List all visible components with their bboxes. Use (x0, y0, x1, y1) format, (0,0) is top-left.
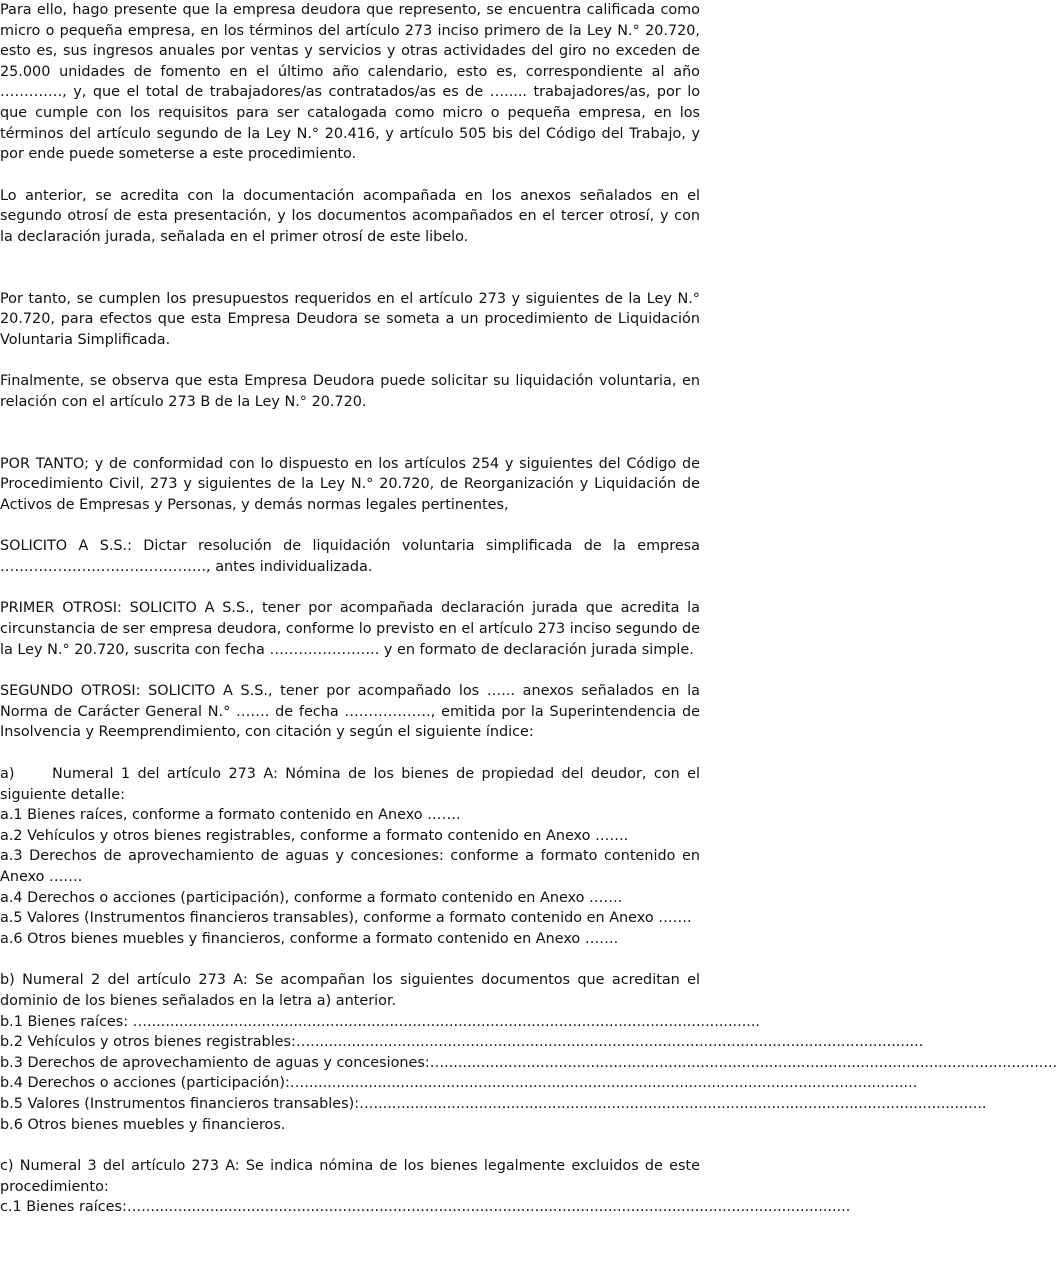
dot-leader: ...................................................................................................................................... (373, 1095, 987, 1112)
dot-leader: ...................................................................................................................................... (304, 1075, 918, 1092)
item-label: b.5 Valores (Instrumentos financieros transables):… (0, 1095, 374, 1112)
dot-leader: ...................................................................................................................................... (444, 1054, 1057, 1071)
list-item (0, 1094, 987, 1115)
paragraph-finalmente: Finalmente, se observa que esta Empresa Deudora puede solicitar su liquidación voluntaria, en relación con el artículo 273 B de la Ley N.° 20.720. (0, 373, 700, 410)
list-item: a.2 Vehículos y otros bienes registrables, conforme a formato contenido en Anexo ……. (0, 827, 629, 844)
list-item: a.6 Otros bienes muebles y financieros, conforme a formato contenido en Anexo ……. (0, 930, 619, 947)
section-a-marker: a) (0, 766, 15, 783)
list-item: a.4 Derechos o acciones (participación), conforme a formato contenido en Anexo ……. (0, 889, 623, 906)
section-a-text: Numeral 1 del artículo 273 A: Nómina de los bienes de propiedad del deudor, con el siguiente detalle: (0, 766, 700, 803)
item-label: b.2 Vehículos y otros bienes registrables:… (0, 1034, 311, 1051)
paragraph-presupuestos: Por tanto, se cumplen los presupuestos requeridos en el artículo 273 y siguientes de la Ley N.° 20.720, para efectos que esta Empresa Deudora se someta a un procedimiento de Liquidación Voluntaria Simplificada. (0, 290, 700, 348)
paragraph-segundo-otrosi: SEGUNDO OTROSI: SOLICITO A S.S., tener por acompañado los …... anexos señalados en la Norma de Carácter General N.° ……. de fecha ………………, emitida por la Superintendencia de Insolvencia y Reemprendimiento, con citación y según el siguiente índice: (0, 683, 700, 741)
item-label: b.4 Derechos o acciones (participación):… (0, 1075, 305, 1092)
paragraph-por-tanto: POR TANTO; y de conformidad con lo dispuesto en los artículos 254 y siguientes del Código de Procedimiento Civil, 273 y siguientes de la Ley N.° 20.720, de Reorganización y Liquidación de Activos de Empresas y Personas, y demás normas legales pertinentes, (0, 455, 700, 513)
item-label: c.1 Bienes raíces:… (0, 1199, 142, 1216)
list-item (0, 1053, 1057, 1074)
paragraph-solicito: SOLICITO A S.S.: Dictar resolución de liquidación voluntaria simplificada de la empresa ……………………………………., antes individualizada. (0, 538, 700, 575)
section-a-heading (0, 764, 700, 805)
section-c-heading: c) Numeral 3 del artículo 273 A: Se indica nómina de los bienes legalmente excluidos de este procedimiento: (0, 1158, 700, 1195)
paragraph-primer-otrosi: PRIMER OTROSI: SOLICITO A S.S., tener por acompañada declaración jurada que acredita la circunstancia de ser empresa deudora, conforme lo previsto en el artículo 273 inciso segundo de la Ley N.° 20.720, suscrita con fecha ………………….. y en formato de declaración jurada simple. (0, 600, 700, 658)
section-b-heading: b) Numeral 2 del artículo 273 A: Se acompañan los siguientes documentos que acreditan el dominio de los bienes señalados en la letra a) anterior. (0, 972, 700, 1009)
item-label: b.3 Derechos de aprovechamiento de aguas y concesiones:… (0, 1054, 445, 1071)
list-item: a.1 Bienes raíces, conforme a formato contenido en Anexo ……. (0, 807, 461, 824)
list-item (0, 1012, 760, 1033)
list-item (0, 1197, 851, 1218)
paragraph-acreditacion: Lo anterior, se acredita con la documentación acompañada en los anexos señalados en el segundo otrosí de esta presentación, y los documentos acompañados en el tercer otrosí, y con la declaración jurada, señalada en el primer otrosí de este libelo. (0, 187, 700, 245)
dot-leader: ...................................................................................................................................... (310, 1034, 924, 1051)
dot-leader: ........................................................................................................................................................... (141, 1199, 851, 1216)
list-item: a.3 Derechos de aprovechamiento de aguas y concesiones: conforme a formato contenido en Anexo ……. (0, 848, 700, 885)
paragraph-calificacion: Para ello, hago presente que la empresa deudora que represento, se encuentra calificada como micro o pequeña empresa, en los términos del artículo 273 inciso primero de la Ley N.° 20.720, esto es, sus ingresos anuales por ventas y servicios y otras actividades del giro no exceden de 25.000 unidades de fomento en el último año calendario, esto es, correspondiente al año …………., y, que el total de trabajadores/as contratados/as es de …..... trabajadores/as, por lo que cumple con los requisitos para ser catalogada como micro o pequeña empresa, en los términos del artículo segundo de la Ley N.° 20.416, y artículo 505 bis del Código del Trabajo, y por ende puede someterse a este procedimiento. (0, 2, 700, 163)
item-label: b.1 Bienes raíces: … (0, 1013, 148, 1030)
item-label: b.6 Otros bienes muebles y financieros. (0, 1116, 286, 1133)
dot-leader (285, 1115, 700, 1136)
list-item (0, 1073, 918, 1094)
dot-leader: ...................................................................................................................................... (147, 1013, 760, 1030)
list-item (0, 1032, 924, 1053)
list-item (0, 1115, 700, 1136)
list-item: a.5 Valores (Instrumentos financieros transables), conforme a formato contenido en Anexo ……. (0, 910, 692, 927)
